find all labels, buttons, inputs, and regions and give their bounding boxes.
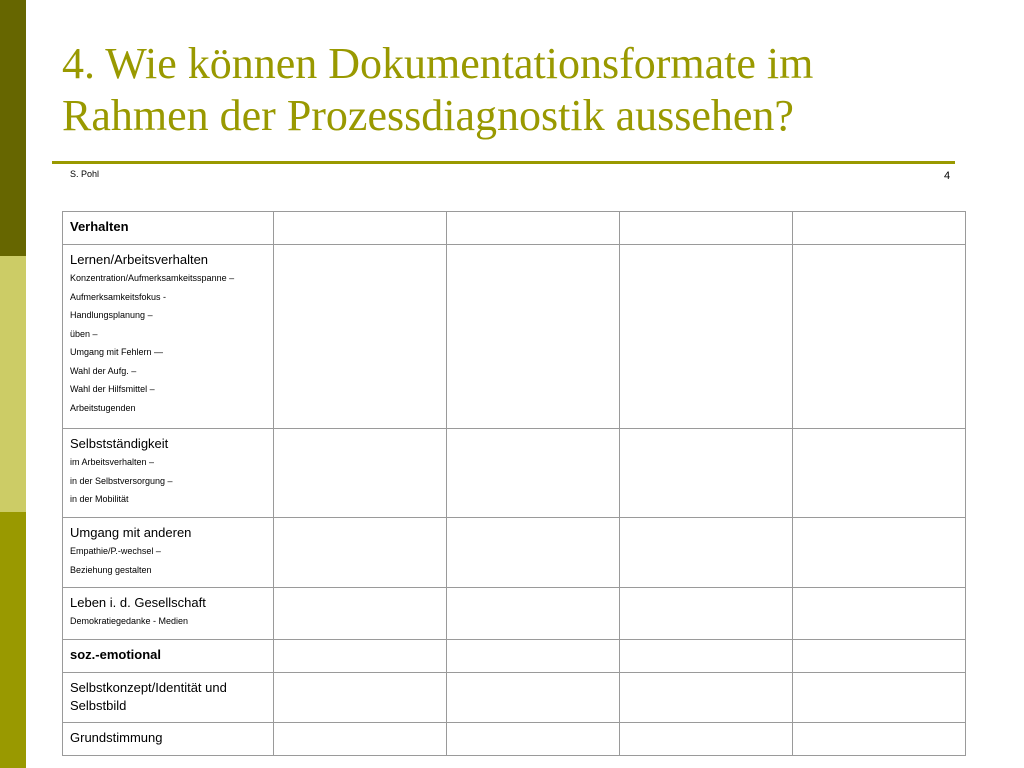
table-row [63,429,966,518]
row-subitem: Empathie/P.-wechsel – [70,546,161,556]
sidebar-band-bottom [0,512,26,768]
empty-cell[interactable] [620,588,793,640]
empty-cell[interactable] [793,588,966,640]
row-label-cell [63,212,274,245]
table-row [63,245,966,429]
empty-cell[interactable] [274,723,447,756]
empty-cell[interactable] [274,673,447,723]
table-row [63,588,966,640]
table-row [63,673,966,723]
empty-cell[interactable] [447,429,620,518]
row-title: Umgang mit anderen [70,525,192,540]
row-subitem: Wahl der Hilfsmittel – [70,384,155,394]
empty-cell[interactable] [447,212,620,245]
row-subitem: Arbeitstugenden [70,402,136,413]
row-title: soz.-emotional [70,647,162,662]
empty-cell[interactable] [620,673,793,723]
empty-cell[interactable] [620,212,793,245]
row-title: Verhalten [70,219,129,234]
empty-cell[interactable] [793,518,966,588]
empty-cell[interactable] [274,588,447,640]
empty-cell[interactable] [447,640,620,673]
row-label-cell [63,518,274,588]
empty-cell[interactable] [793,673,966,723]
row-subitem: Beziehung gestalten [70,564,152,575]
table-body [63,212,966,756]
row-title: Selbstständigkeit [70,436,169,451]
empty-cell[interactable] [274,245,447,429]
empty-cell[interactable] [620,245,793,429]
row-label-cell [63,429,274,518]
row-label-cell [63,723,274,756]
row-subitem: Aufmerksamkeitsfokus - [70,291,167,302]
slide-title [62,38,982,142]
empty-cell[interactable] [793,212,966,245]
table-row [63,640,966,673]
slide-title-line-2: Rahmen der Prozessdiagnostik aussehen? [62,91,794,140]
empty-cell[interactable] [793,640,966,673]
empty-cell[interactable] [274,212,447,245]
row-label-cell [63,588,274,640]
row-subitem: Demokratiegedanke - Medien [70,616,189,626]
empty-cell[interactable] [274,640,447,673]
empty-cell[interactable] [793,723,966,756]
row-subitem: im Arbeitsverhalten – [70,457,155,467]
row-title: Selbstkonzept/Identität und Selbstbild [70,680,227,713]
empty-cell[interactable] [620,723,793,756]
empty-cell[interactable] [447,588,620,640]
empty-cell[interactable] [620,429,793,518]
row-label-cell [63,245,274,429]
empty-cell[interactable] [447,245,620,429]
row-subitem: Handlungsplanung – [70,310,153,320]
table-row [63,518,966,588]
documentation-table [62,211,966,756]
empty-cell[interactable] [620,640,793,673]
empty-cell[interactable] [447,673,620,723]
row-title: Lernen/Arbeitsverhalten [70,252,209,267]
row-label-cell [63,673,274,723]
sidebar-band-top [0,0,26,256]
empty-cell[interactable] [274,429,447,518]
empty-cell[interactable] [793,429,966,518]
row-title: Leben i. d. Gesellschaft [70,595,206,610]
table-row [63,212,966,245]
title-divider [52,161,955,164]
empty-cell[interactable] [793,245,966,429]
row-title: Grundstimmung [70,730,163,745]
sidebar-band-middle [0,256,26,512]
row-subitem: Wahl der Aufg. – [70,365,137,376]
table-row [63,723,966,756]
row-label-cell [63,640,274,673]
empty-cell[interactable] [274,518,447,588]
page-number: 4 [944,170,951,182]
row-subitem: üben – [70,328,98,339]
row-subitem: Umgang mit Fehlern — [70,347,164,357]
row-subitem: in der Mobilität [70,494,129,504]
slide-title-line-1: 4. Wie können Dokumentationsformate im [62,39,814,88]
row-subitem: in der Selbstversorgung – [70,475,173,486]
empty-cell[interactable] [447,723,620,756]
empty-cell[interactable] [447,518,620,588]
empty-cell[interactable] [620,518,793,588]
row-subitem: Konzentration/Aufmerksamkeitsspanne – [70,273,235,283]
author-label: S. Pohl [70,169,100,179]
